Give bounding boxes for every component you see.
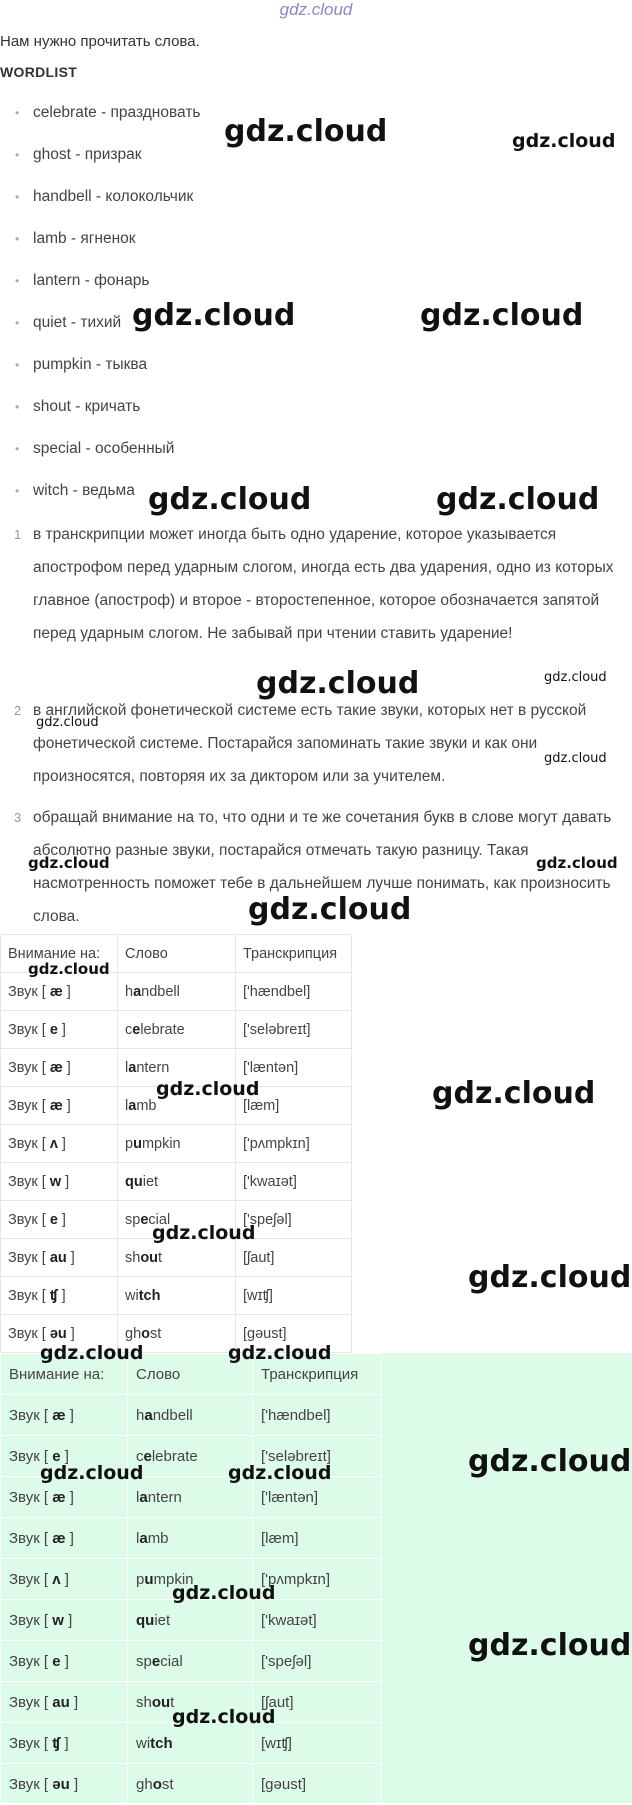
sound-cell: Звук [ w ] — [1, 1163, 118, 1201]
sound-cell: Звук [ æ ] — [1, 1477, 128, 1518]
note-text: обращай внимание на то, что одни и те же сочетания букв в слове могут давать абсолютно разные звуки, постарайся отмечать такую разницу. Такая насмотренность поможет тебе в дальнейшем лучше понимать, как произносить слова. — [33, 809, 612, 925]
watermark: gdz.cloud — [40, 1462, 144, 1484]
sound-cell: Звук [ ʌ ] — [1, 1559, 128, 1600]
list-item: • lantern - фонарь — [0, 271, 201, 313]
sound-cell: Звук [ au ] — [1, 1682, 128, 1723]
word-cell: special — [128, 1641, 253, 1682]
word-cell: pumpkin — [118, 1125, 236, 1163]
header-attention: Внимание на: — [1, 935, 118, 973]
table-row — [1, 1395, 382, 1436]
sound-cell: Звук [ æ ] — [1, 1049, 118, 1087]
transcription-cell: [læm] — [253, 1518, 382, 1559]
transcription-cell: ['kwaɪət] — [253, 1600, 382, 1641]
transcription-cell: ['læntən] — [253, 1477, 382, 1518]
watermark: gdz.cloud — [172, 1706, 276, 1728]
table-row — [1, 1277, 352, 1315]
sound-cell: Звук [ au ] — [1, 1239, 118, 1277]
watermark: gdz.cloud — [420, 298, 584, 333]
note-number: 1 — [14, 527, 22, 542]
watermark: gdz.cloud — [132, 298, 296, 333]
sound-cell: Звук [ e ] — [1, 1011, 118, 1049]
note-text: в транскрипции может иногда быть одно ударение, которое указывается апострофом перед ударным слогом, иногда есть два ударения, одно из которых главное (апостроф) и второе - второстепенное, которое обозначается запятой перед ударным слогом. Не забывай при чтении ставить ударение! — [33, 526, 614, 642]
watermark: gdz.cloud — [228, 1342, 332, 1364]
transcription-cell: ['speʃəl] — [253, 1641, 382, 1682]
table-row — [1, 1011, 352, 1049]
sound-cell: Звук [ æ ] — [1, 1518, 128, 1559]
watermark: gdz.cloud — [256, 666, 420, 701]
watermark: gdz.cloud — [36, 715, 99, 730]
sound-cell: Звук [ ʌ ] — [1, 1125, 118, 1163]
watermark: gdz.cloud — [40, 1342, 144, 1364]
note-text: в английской фонетической системе есть такие звуки, которых нет в русской фонетической системе. Постарайся запоминать такие звуки и как они произносятся, повторяя их за диктором или за учителем. — [33, 702, 587, 785]
word-cell: special — [118, 1201, 236, 1239]
transcription-cell: ['pʌmpkɪn] — [253, 1559, 382, 1600]
word-cell: witch — [118, 1277, 236, 1315]
word-cell: witch — [128, 1723, 253, 1764]
transcription-cell: ['speʃəl] — [236, 1201, 352, 1239]
table-row — [1, 1600, 382, 1641]
watermark: gdz.cloud — [432, 1076, 596, 1111]
word-cell: ghost — [118, 1315, 236, 1353]
sound-cell: Звук [ əu ] — [1, 1315, 118, 1353]
header-word: Слово — [128, 1354, 253, 1395]
transcription-cell: ['seləbreɪt] — [236, 1011, 352, 1049]
table-body — [1, 973, 352, 1353]
watermark: gdz.cloud — [28, 854, 110, 872]
list-item: • pumpkin - тыква — [0, 355, 201, 397]
note-1 — [0, 518, 632, 650]
word-cell: lantern — [128, 1477, 253, 1518]
watermark: gdz.cloud — [28, 960, 110, 978]
transcription-cell: [gəust] — [253, 1764, 382, 1805]
sound-cell: Звук [ e ] — [1, 1201, 118, 1239]
transcription-cell: ['kwaɪət] — [236, 1163, 352, 1201]
note-number: 2 — [14, 703, 22, 718]
transcription-cell: ['læntən] — [236, 1049, 352, 1087]
word-cell: lamb — [128, 1518, 253, 1559]
header-transcription: Транскрипция — [236, 935, 352, 973]
table-row — [1, 1163, 352, 1201]
sound-cell: Звук [ əu ] — [1, 1764, 128, 1805]
intro-text: Нам нужно прочитать слова. — [0, 33, 200, 50]
transcription-cell: ['pʌmpkɪn] — [236, 1125, 352, 1163]
sound-cell: Звук [ ʧ ] — [1, 1723, 128, 1764]
transcription-cell: [læm] — [236, 1087, 352, 1125]
sound-cell: Звук [ e ] — [1, 1641, 128, 1682]
watermark: gdz.cloud — [224, 114, 388, 149]
sound-cell: Звук [ æ ] — [1, 973, 118, 1011]
watermark: gdz.cloud — [468, 1260, 632, 1295]
list-item: • special - особенный — [0, 439, 201, 481]
transcription-cell: [ʃaut] — [236, 1239, 352, 1277]
sound-cell: Звук [ w ] — [1, 1600, 128, 1641]
sound-cell: Звук [ ʧ ] — [1, 1277, 118, 1315]
word-cell: quiet — [118, 1163, 236, 1201]
sound-cell: Звук [ æ ] — [1, 1087, 118, 1125]
site-logo[interactable]: gdz.cloud — [279, 0, 353, 19]
table-row — [1, 973, 352, 1011]
sound-cell: Звук [ æ ] — [1, 1395, 128, 1436]
watermark: gdz.cloud — [436, 482, 600, 517]
note-2 — [0, 694, 632, 793]
header-attention: Внимание на: — [1, 1354, 128, 1395]
header-word: Слово — [118, 935, 236, 973]
note-number: 3 — [14, 810, 22, 825]
list-item: • shout - кричать — [0, 397, 201, 439]
wordlist-heading: WORDLIST — [0, 64, 78, 80]
watermark: gdz.cloud — [536, 854, 618, 872]
pronunciation-table — [0, 934, 352, 1353]
transcription-cell: [ʃaut] — [253, 1682, 382, 1723]
list-item: • handbell - колокольчик — [0, 187, 201, 229]
transcription-cell: [wɪʧ] — [253, 1723, 382, 1764]
transcription-cell: ['hændbel] — [253, 1395, 382, 1436]
watermark: gdz.cloud — [156, 1078, 260, 1100]
header-transcription: Транскрипция — [253, 1354, 382, 1395]
list-item: • ghost - призрак — [0, 145, 201, 187]
list-item: • lamb - ягненок — [0, 229, 201, 271]
sound-cell: Звук [ e ] — [1, 1436, 128, 1477]
watermark: gdz.cloud — [512, 130, 616, 152]
transcription-cell: ['seləbreɪt] — [253, 1436, 382, 1477]
table-row — [1, 1518, 382, 1559]
word-cell: lamb — [118, 1087, 236, 1125]
list-item: • celebrate - праздновать — [0, 103, 201, 145]
word-cell: quiet — [128, 1600, 253, 1641]
word-cell: celebrate — [118, 1011, 236, 1049]
highlighted-table-panel — [0, 1353, 632, 1803]
transcription-cell: [gəust] — [236, 1315, 352, 1353]
word-cell: pumpkin — [128, 1559, 253, 1600]
word-cell: ghost — [128, 1764, 253, 1805]
word-cell: lantern — [118, 1049, 236, 1087]
watermark: gdz.cloud — [544, 670, 607, 685]
table-row — [1, 1239, 352, 1277]
pronunciation-table-highlighted — [0, 1353, 382, 1805]
watermark: gdz.cloud — [228, 1462, 332, 1484]
watermark: gdz.cloud — [248, 892, 412, 927]
watermark: gdz.cloud — [544, 751, 607, 766]
word-cell: handbell — [118, 973, 236, 1011]
table-row — [1, 1125, 352, 1163]
watermark: gdz.cloud — [468, 1628, 632, 1663]
watermark: gdz.cloud — [468, 1444, 632, 1479]
word-cell: handbell — [128, 1395, 253, 1436]
watermark: gdz.cloud — [172, 1582, 276, 1604]
list-item: • witch - ведьма — [0, 481, 201, 523]
watermark: gdz.cloud — [148, 482, 312, 517]
transcription-cell: ['hændbel] — [236, 973, 352, 1011]
transcription-cell: [wɪʧ] — [236, 1277, 352, 1315]
word-cell: shout — [118, 1239, 236, 1277]
table-row — [1, 1723, 382, 1764]
table-row — [1, 1764, 382, 1805]
word-cell: celebrate — [128, 1436, 253, 1477]
watermark: gdz.cloud — [152, 1222, 256, 1244]
list-item: • quiet - тихий — [0, 313, 201, 355]
word-cell: shout — [128, 1682, 253, 1723]
table-row — [1, 1641, 382, 1682]
